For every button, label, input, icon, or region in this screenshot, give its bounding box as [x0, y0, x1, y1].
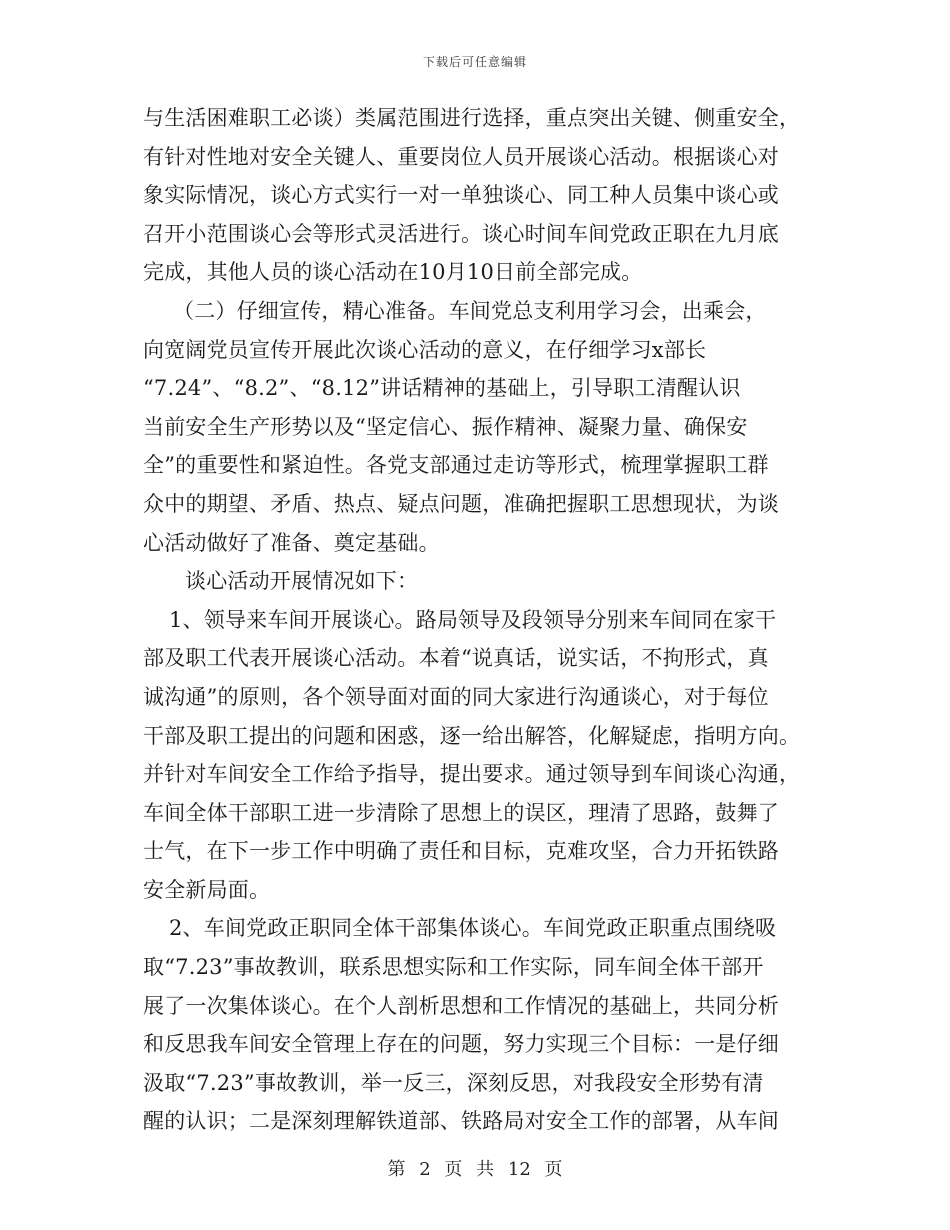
- text-line: 取“7.23”事故教训，联系思想实际和工作实际，同车间全体干部开: [143, 955, 764, 980]
- text-line: 心活动做好了准备、奠定基础。: [143, 530, 440, 555]
- text-line: 向宽阔党员宣传开展此次谈心活动的意义，在仔细学习x部长: [143, 337, 707, 362]
- footer-total-pages: 12: [507, 1159, 531, 1180]
- text-line: 象实际情况，谈心方式实行一对一单独谈心、同工种人员集中谈心或: [143, 183, 779, 208]
- text-line: 并针对车间安全工作给予指导，提出要求。通过领导到车间谈心沟通，: [143, 762, 801, 787]
- text-line: “7.24”、“8.2”、“8.12”讲话精神的基础上，引导职工清醒认识: [143, 376, 741, 401]
- footer-total-prefix: 共: [476, 1159, 495, 1180]
- text-line: 众中的期望、矛盾、热点、疑点问题，准确把握职工思想现状，为谈: [143, 491, 779, 516]
- text-line: （二）仔细宣传，精心准备。车间党总支利用学习会，出乘会，: [173, 298, 767, 323]
- footer-suffix: 页: [544, 1159, 563, 1180]
- text-line: 2、车间党政正职同全体干部集体谈心。车间党政正职重点围绕吸: [169, 916, 777, 941]
- text-line: 和反思我车间安全管理上存在的问题，努力实现三个目标：一是仔细: [143, 1032, 779, 1057]
- page-footer: [0, 1155, 950, 1181]
- text-line: 车间全体干部职工进一步清除了思想上的误区，理清了思路，鼓舞了: [143, 800, 779, 825]
- footer-page-number: 2: [419, 1159, 431, 1180]
- document-body: [143, 99, 803, 1141]
- text-line: 醒的认识；二是深刻理解铁道部、铁路局对安全工作的部署，从车间: [143, 1109, 779, 1134]
- footer-mid: 页: [444, 1159, 463, 1180]
- text-line: 诚沟通”的原则，各个领导面对面的同大家进行沟通谈心，对于每位: [143, 684, 769, 709]
- page-header: 下载后可任意编辑: [422, 55, 527, 69]
- text-line: 干部及职工提出的问题和困惑，逐一给出解答，化解疑虑，指明方向。: [143, 723, 801, 748]
- text-line: 1、领导来车间开展谈心。路局领导及段领导分别来车间同在家干: [169, 607, 777, 632]
- text-line: 有针对性地对安全关键人、重要岗位人员开展谈心活动。根据谈心对: [143, 144, 779, 169]
- text-line: 与生活困难职工必谈）类属范围进行选择，重点突出关键、侧重安全，: [143, 106, 801, 130]
- text-line: 士气，在下一步工作中明确了责任和目标，克难攻坚，合力开拓铁路: [143, 839, 779, 864]
- text-line: 召开小范围谈心会等形式灵活进行。谈心时间车间党政正职在九月底: [143, 221, 779, 246]
- text-line: 当前安全生产形势以及“坚定信心、振作精神、凝聚力量、确保安: [143, 414, 748, 439]
- footer-prefix: 第: [387, 1159, 406, 1180]
- text-line: 谈心活动开展情况如下：: [185, 569, 419, 594]
- text-line: 完成，其他人员的谈心活动在10月10日前全部完成。: [143, 260, 643, 285]
- text-line: 部及职工代表开展谈心活动。本着“说真话，说实话，不拘形式，真: [143, 646, 769, 671]
- text-line: 汲取“7.23”事故教训，举一反三，深刻反思，对我段安全形势有清: [143, 1070, 764, 1095]
- text-line: 展了一次集体谈心。在个人剖析思想和工作情况的基础上，共同分析: [143, 993, 779, 1018]
- text-line: 安全新局面。: [143, 877, 271, 902]
- text-line: 全”的重要性和紧迫性。各党支部通过走访等形式，梳理掌握职工群: [143, 453, 769, 478]
